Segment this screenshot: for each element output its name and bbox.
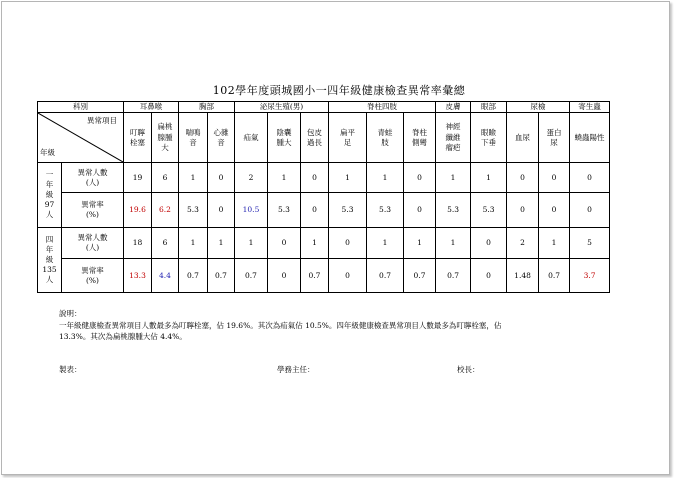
value-cell: 1	[179, 163, 208, 193]
col-scoliosis: 脊柱 側彎	[404, 113, 436, 163]
value-cell: 0.7	[404, 259, 436, 293]
value-cell: 1	[404, 228, 436, 259]
col-pinworm: 蟯蟲陽性	[570, 113, 610, 163]
value-cell-highlight: 6.2	[152, 193, 179, 228]
value-cell: 0	[507, 163, 539, 193]
value-cell: 0	[570, 163, 610, 193]
col-neurofibroma: 神經 纖維 瘤疤	[436, 113, 471, 163]
header-spine: 脊柱四肢	[329, 102, 436, 113]
value-cell: 1	[268, 163, 301, 193]
header-uro: 泌尿生殖(男)	[235, 102, 329, 113]
value-cell: 0	[208, 163, 235, 193]
diag-item-label: 異常項目	[87, 116, 117, 126]
value-cell: 1	[329, 163, 367, 193]
diagonal-header-cell	[38, 113, 124, 163]
value-cell: 0	[268, 259, 301, 293]
value-cell: 0	[301, 193, 329, 228]
value-cell: 18	[124, 228, 152, 259]
col-flatfoot: 扁平 足	[329, 113, 367, 163]
value-cell: 5.3	[367, 193, 404, 228]
value-cell: 0	[268, 228, 301, 259]
value-cell: 0	[539, 163, 570, 193]
value-cell: 0	[507, 193, 539, 228]
signature-director: 學務主任：	[277, 365, 315, 374]
value-cell: 5.3	[268, 193, 301, 228]
value-cell-highlight: 3.7	[570, 259, 610, 293]
value-cell-highlight: 13.3	[124, 259, 152, 293]
signature-principal: 校長：	[457, 365, 480, 374]
value-cell: 0	[301, 163, 329, 193]
notes-label: 說明：	[59, 309, 82, 318]
col-hernia: 疝氣	[235, 113, 268, 163]
health-check-table	[37, 101, 610, 293]
col-tonsil: 扁桃 腺腫 大	[152, 113, 179, 163]
value-cell: 2	[235, 163, 268, 193]
row-label-count: 異常人數 (人)	[62, 228, 124, 259]
header-parasite: 寄生蟲	[570, 102, 610, 113]
table-row	[38, 193, 610, 228]
value-cell: 0.7	[539, 259, 570, 293]
header-eye: 眼部	[471, 102, 507, 113]
value-cell: 1	[539, 228, 570, 259]
row-label-rate: 異常率 (%)	[62, 259, 124, 293]
grade-4-label: 四 年 級 135 人	[38, 228, 62, 293]
value-cell: 0	[471, 259, 507, 293]
value-cell: 0	[404, 163, 436, 193]
col-cerumen: 叮聹 栓塞	[124, 113, 152, 163]
col-frogleg: 青蛙 肢	[367, 113, 404, 163]
value-cell: 19	[124, 163, 152, 193]
table-row	[38, 163, 610, 193]
signature-maker: 製表：	[59, 365, 82, 374]
value-cell: 1	[301, 228, 329, 259]
value-cell: 1	[208, 228, 235, 259]
value-cell: 1	[235, 228, 268, 259]
col-murmur: 心雜 音	[208, 113, 235, 163]
col-wheeze: 喘鳴 音	[179, 113, 208, 163]
row-label-rate: 異常率 (%)	[62, 193, 124, 228]
header-urine: 尿檢	[507, 102, 570, 113]
value-cell: 0	[471, 228, 507, 259]
value-cell: 0	[329, 228, 367, 259]
table-row	[38, 259, 610, 293]
value-cell: 1	[436, 228, 471, 259]
header-skin: 皮膚	[436, 102, 471, 113]
notes-line-1: 一年級健康檢查異常項目人數最多為叮聹栓塞，佔 19.6%。其次為疝氣佔 10.5%。四年級健康檢查異常項目人數最多為叮聹栓塞，佔	[59, 320, 502, 330]
header-subject: 科別	[38, 102, 124, 113]
value-cell-highlight: 4.4	[152, 259, 179, 293]
col-ptosis: 眼瞼 下垂	[471, 113, 507, 163]
col-scrotum: 陰囊 腫大	[268, 113, 301, 163]
header-ent: 耳鼻喉	[124, 102, 179, 113]
value-cell-highlight: 10.5	[235, 193, 268, 228]
group-header-row	[38, 102, 610, 113]
value-cell: 1	[367, 228, 404, 259]
value-cell: 0	[539, 193, 570, 228]
value-cell: 0.7	[301, 259, 329, 293]
value-cell: 2	[507, 228, 539, 259]
value-cell: 5	[570, 228, 610, 259]
value-cell: 0.7	[208, 259, 235, 293]
value-cell: 0	[329, 259, 367, 293]
col-hematuria: 血尿	[507, 113, 539, 163]
col-proteinuria: 蛋白 尿	[539, 113, 570, 163]
grade-1-label: 一 年 級 97 人	[38, 163, 62, 228]
col-phimosis: 包皮 過長	[301, 113, 329, 163]
value-cell: 5.3	[329, 193, 367, 228]
value-cell: 1	[436, 163, 471, 193]
value-cell: 5.3	[436, 193, 471, 228]
value-cell: 0.7	[367, 259, 404, 293]
value-cell: 1	[367, 163, 404, 193]
header-chest: 胸部	[179, 102, 235, 113]
value-cell: 0	[570, 193, 610, 228]
value-cell: 1	[179, 228, 208, 259]
value-cell: 5.3	[471, 193, 507, 228]
table-row	[38, 228, 610, 259]
document-page	[1, 1, 670, 475]
row-label-count: 異常人數 (人)	[62, 163, 124, 193]
value-cell: 0.7	[179, 259, 208, 293]
value-cell: 1.48	[507, 259, 539, 293]
value-cell: 6	[152, 163, 179, 193]
item-header-row	[38, 113, 610, 163]
value-cell-highlight: 19.6	[124, 193, 152, 228]
page-title: 102學年度頭城國小一四年級健康檢查異常率彙總	[212, 84, 466, 97]
value-cell: 6	[152, 228, 179, 259]
value-cell: 0.7	[235, 259, 268, 293]
diag-grade-label: 年級	[40, 148, 55, 157]
value-cell: 1	[471, 163, 507, 193]
value-cell: 5.3	[179, 193, 208, 228]
notes-section	[59, 308, 624, 343]
value-cell: 0.7	[436, 259, 471, 293]
notes-line-2: 13.3%。其次為扁桃腺腫大佔 4.4%。	[59, 332, 187, 342]
value-cell: 0	[404, 193, 436, 228]
value-cell: 0	[208, 193, 235, 228]
